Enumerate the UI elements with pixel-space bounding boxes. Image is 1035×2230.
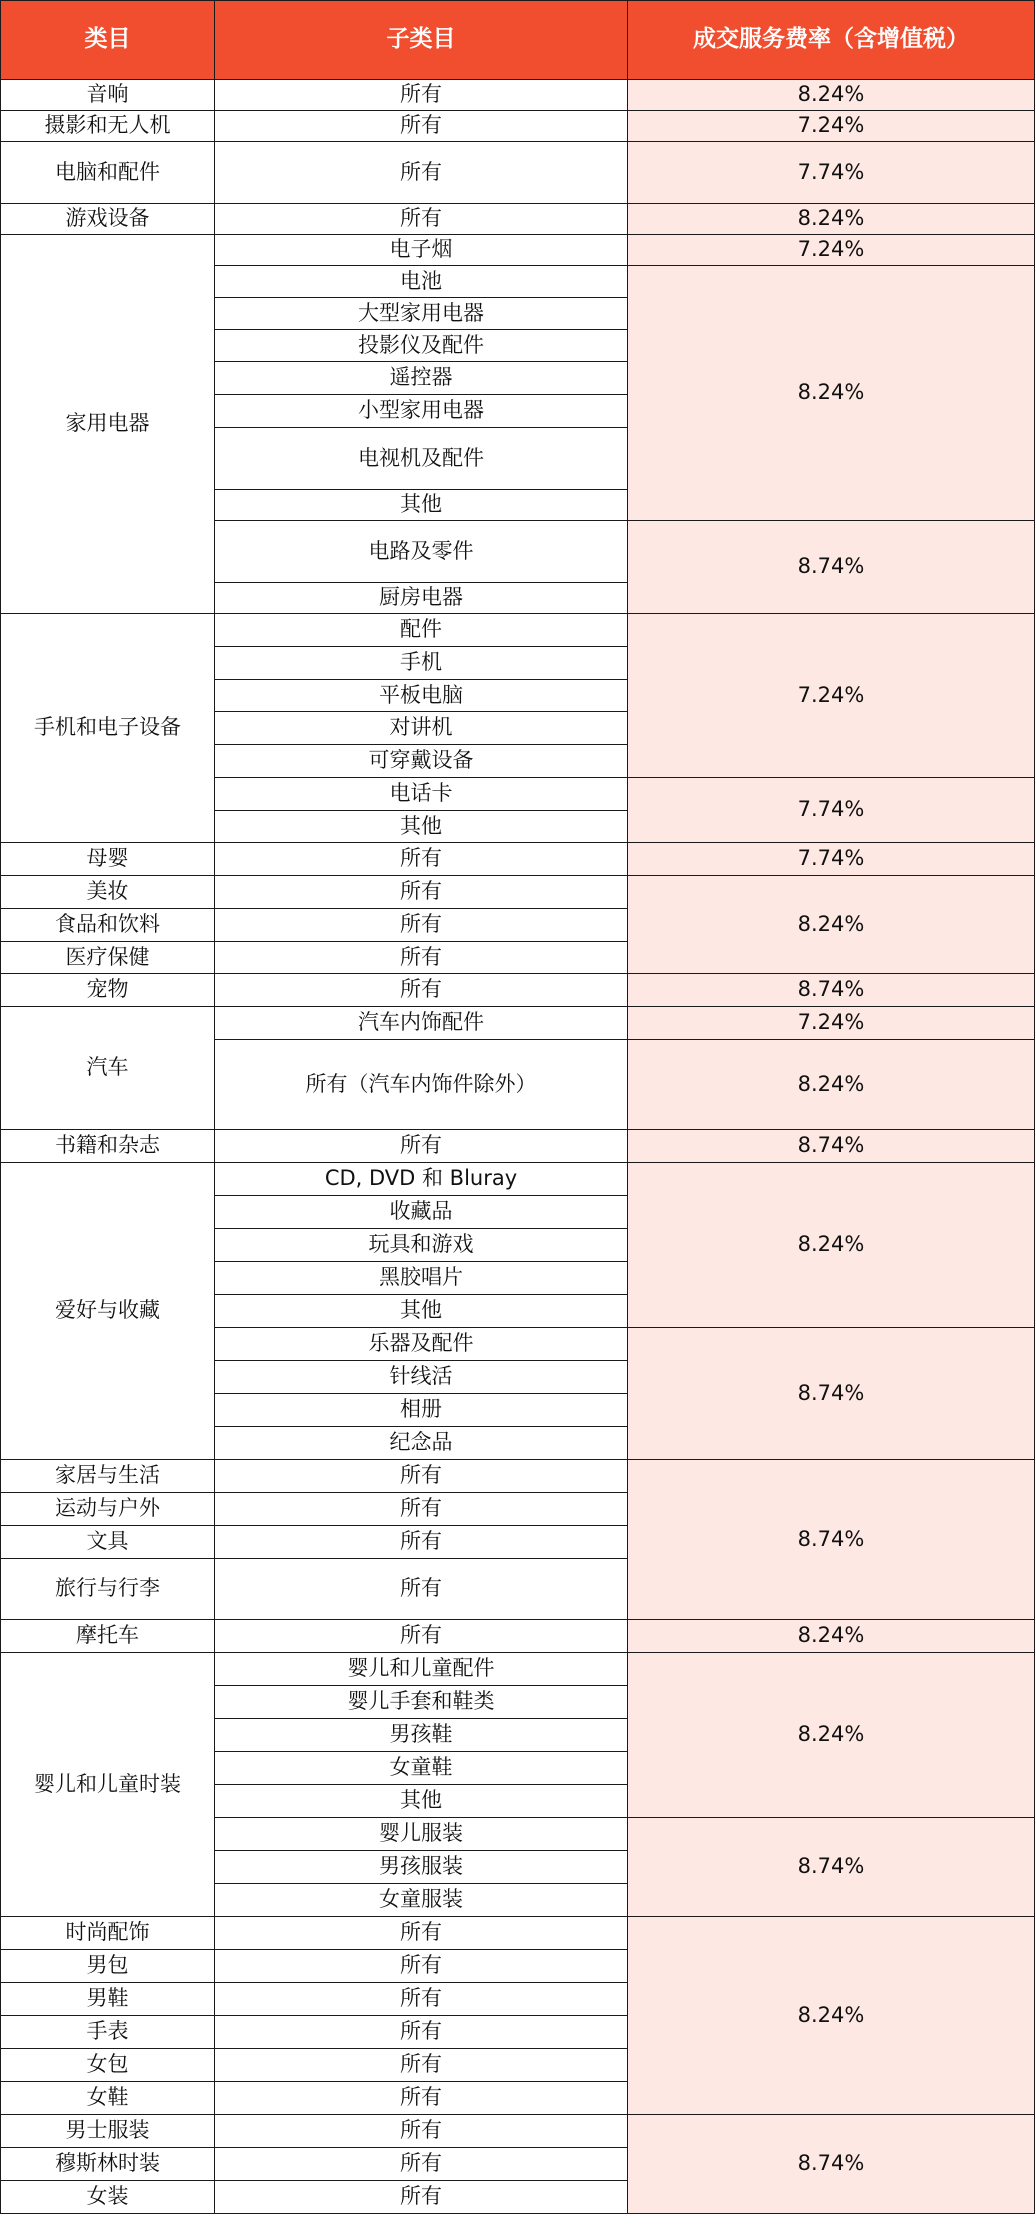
category-cell: 女包	[1, 2049, 215, 2082]
subcategory-cell: 所有	[215, 2115, 628, 2148]
subcategory-cell: 电视机及配件	[215, 428, 628, 490]
table-row	[1, 1007, 1035, 1040]
subcategory-cell: 所有	[215, 1460, 628, 1493]
table-row	[1, 2115, 1035, 2148]
rate-cell: 8.24%	[628, 1163, 1035, 1328]
subcategory-cell: 纪念品	[215, 1427, 628, 1460]
subcategory-cell: 所有	[215, 2148, 628, 2181]
category-cell: 文具	[1, 1526, 215, 1559]
subcategory-cell: 所有	[215, 1130, 628, 1163]
rate-cell: 7.24%	[628, 235, 1035, 266]
table-row	[1, 1163, 1035, 1196]
category-cell: 爱好与收藏	[1, 1163, 215, 1460]
category-cell: 手机和电子设备	[1, 614, 215, 843]
subcategory-cell: 所有	[215, 1950, 628, 1983]
category-cell: 家居与生活	[1, 1460, 215, 1493]
subcategory-cell: 所有	[215, 80, 628, 111]
subcategory-cell: 所有	[215, 142, 628, 204]
category-cell: 医疗保健	[1, 942, 215, 974]
subcategory-cell: 所有	[215, 1526, 628, 1559]
table-row	[1, 142, 1035, 204]
category-cell: 男士服装	[1, 2115, 215, 2148]
table-row	[1, 876, 1035, 909]
subcategory-cell: 针线活	[215, 1361, 628, 1394]
rate-cell: 7.74%	[628, 142, 1035, 204]
category-cell: 家用电器	[1, 235, 215, 614]
subcategory-cell: 男孩服装	[215, 1851, 628, 1884]
subcategory-cell: 所有（汽车内饰件除外）	[215, 1040, 628, 1130]
subcategory-cell: 所有	[215, 876, 628, 909]
subcategory-cell: 投影仪及配件	[215, 330, 628, 362]
category-cell: 美妆	[1, 876, 215, 909]
header-subcategory: 子类目	[215, 1, 628, 80]
subcategory-cell: 厨房电器	[215, 583, 628, 614]
subcategory-cell: 电池	[215, 266, 628, 298]
table-row	[1, 1917, 1035, 1950]
rate-cell: 8.24%	[628, 266, 1035, 521]
subcategory-cell: 其他	[215, 1295, 628, 1328]
rate-cell: 8.74%	[628, 521, 1035, 614]
rate-cell: 7.24%	[628, 614, 1035, 778]
subcategory-cell: 收藏品	[215, 1196, 628, 1229]
subcategory-cell: 女童服装	[215, 1884, 628, 1917]
subcategory-cell: 小型家用电器	[215, 395, 628, 428]
subcategory-cell: 所有	[215, 2049, 628, 2082]
subcategory-cell: 所有	[215, 1620, 628, 1653]
rate-cell: 8.24%	[628, 204, 1035, 235]
category-cell: 音响	[1, 80, 215, 111]
table-row	[1, 1653, 1035, 1686]
subcategory-cell: 配件	[215, 614, 628, 647]
rate-cell: 8.74%	[628, 1130, 1035, 1163]
subcategory-cell: 婴儿和儿童配件	[215, 1653, 628, 1686]
subcategory-cell: 其他	[215, 811, 628, 843]
subcategory-cell: 黑胶唱片	[215, 1262, 628, 1295]
table-row	[1, 843, 1035, 876]
subcategory-cell: 所有	[215, 1917, 628, 1950]
subcategory-cell: 所有	[215, 843, 628, 876]
rate-cell: 7.24%	[628, 1007, 1035, 1040]
rate-cell: 8.74%	[628, 1818, 1035, 1917]
subcategory-cell: 所有	[215, 909, 628, 942]
rate-cell: 8.24%	[628, 1917, 1035, 2115]
category-cell: 母婴	[1, 843, 215, 876]
subcategory-cell: CD, DVD 和 Bluray	[215, 1163, 628, 1196]
subcategory-cell: 相册	[215, 1394, 628, 1427]
table-row	[1, 80, 1035, 111]
subcategory-cell: 汽车内饰配件	[215, 1007, 628, 1040]
rate-cell: 8.24%	[628, 1620, 1035, 1653]
subcategory-cell: 电话卡	[215, 778, 628, 811]
subcategory-cell: 所有	[215, 1983, 628, 2016]
subcategory-cell: 所有	[215, 2016, 628, 2049]
category-cell: 运动与户外	[1, 1493, 215, 1526]
subcategory-cell: 乐器及配件	[215, 1328, 628, 1361]
category-cell: 手表	[1, 2016, 215, 2049]
subcategory-cell: 婴儿手套和鞋类	[215, 1686, 628, 1719]
rate-cell: 7.74%	[628, 778, 1035, 843]
subcategory-cell: 所有	[215, 111, 628, 142]
header-row	[1, 1, 1035, 80]
subcategory-cell: 大型家用电器	[215, 298, 628, 330]
subcategory-cell: 其他	[215, 490, 628, 521]
header-category: 类目	[1, 1, 215, 80]
subcategory-cell: 电路及零件	[215, 521, 628, 583]
category-cell: 婴儿和儿童时装	[1, 1653, 215, 1917]
subcategory-cell: 电子烟	[215, 235, 628, 266]
subcategory-cell: 对讲机	[215, 712, 628, 745]
table-row	[1, 1460, 1035, 1493]
subcategory-cell: 玩具和游戏	[215, 1229, 628, 1262]
category-cell: 女装	[1, 2181, 215, 2214]
subcategory-cell: 男孩鞋	[215, 1719, 628, 1752]
subcategory-cell: 所有	[215, 942, 628, 974]
category-cell: 摄影和无人机	[1, 111, 215, 142]
rate-cell: 7.24%	[628, 111, 1035, 142]
subcategory-cell: 遥控器	[215, 362, 628, 395]
table-row	[1, 111, 1035, 142]
category-cell: 食品和饮料	[1, 909, 215, 942]
category-cell: 摩托车	[1, 1620, 215, 1653]
subcategory-cell: 所有	[215, 1493, 628, 1526]
category-cell: 汽车	[1, 1007, 215, 1130]
subcategory-cell: 婴儿服装	[215, 1818, 628, 1851]
subcategory-cell: 平板电脑	[215, 680, 628, 712]
category-cell: 书籍和杂志	[1, 1130, 215, 1163]
rate-cell: 8.74%	[628, 1328, 1035, 1460]
category-cell: 男包	[1, 1950, 215, 1983]
rate-cell: 8.24%	[628, 876, 1035, 974]
subcategory-cell: 所有	[215, 974, 628, 1007]
rate-cell: 8.74%	[628, 1460, 1035, 1620]
subcategory-cell: 所有	[215, 2082, 628, 2115]
category-cell: 旅行与行李	[1, 1559, 215, 1620]
table-row	[1, 1130, 1035, 1163]
header-rate: 成交服务费率（含增值税）	[628, 1, 1035, 80]
rate-cell: 8.24%	[628, 1040, 1035, 1130]
subcategory-cell: 所有	[215, 2181, 628, 2214]
table-row	[1, 235, 1035, 266]
subcategory-cell: 所有	[215, 1559, 628, 1620]
rate-cell: 8.24%	[628, 1653, 1035, 1818]
rate-cell: 7.74%	[628, 843, 1035, 876]
rate-cell: 8.74%	[628, 974, 1035, 1007]
category-cell: 时尚配饰	[1, 1917, 215, 1950]
table-row	[1, 204, 1035, 235]
category-cell: 穆斯林时装	[1, 2148, 215, 2181]
rate-cell: 8.74%	[628, 2115, 1035, 2214]
table-row	[1, 614, 1035, 647]
category-cell: 游戏设备	[1, 204, 215, 235]
subcategory-cell: 可穿戴设备	[215, 745, 628, 778]
rate-cell: 8.24%	[628, 80, 1035, 111]
table-row	[1, 974, 1035, 1007]
category-cell: 男鞋	[1, 1983, 215, 2016]
table-body	[1, 80, 1035, 2214]
subcategory-cell: 女童鞋	[215, 1752, 628, 1785]
table-row	[1, 1620, 1035, 1653]
category-cell: 女鞋	[1, 2082, 215, 2115]
subcategory-cell: 所有	[215, 204, 628, 235]
subcategory-cell: 其他	[215, 1785, 628, 1818]
category-cell: 电脑和配件	[1, 142, 215, 204]
subcategory-cell: 手机	[215, 647, 628, 680]
category-cell: 宠物	[1, 974, 215, 1007]
